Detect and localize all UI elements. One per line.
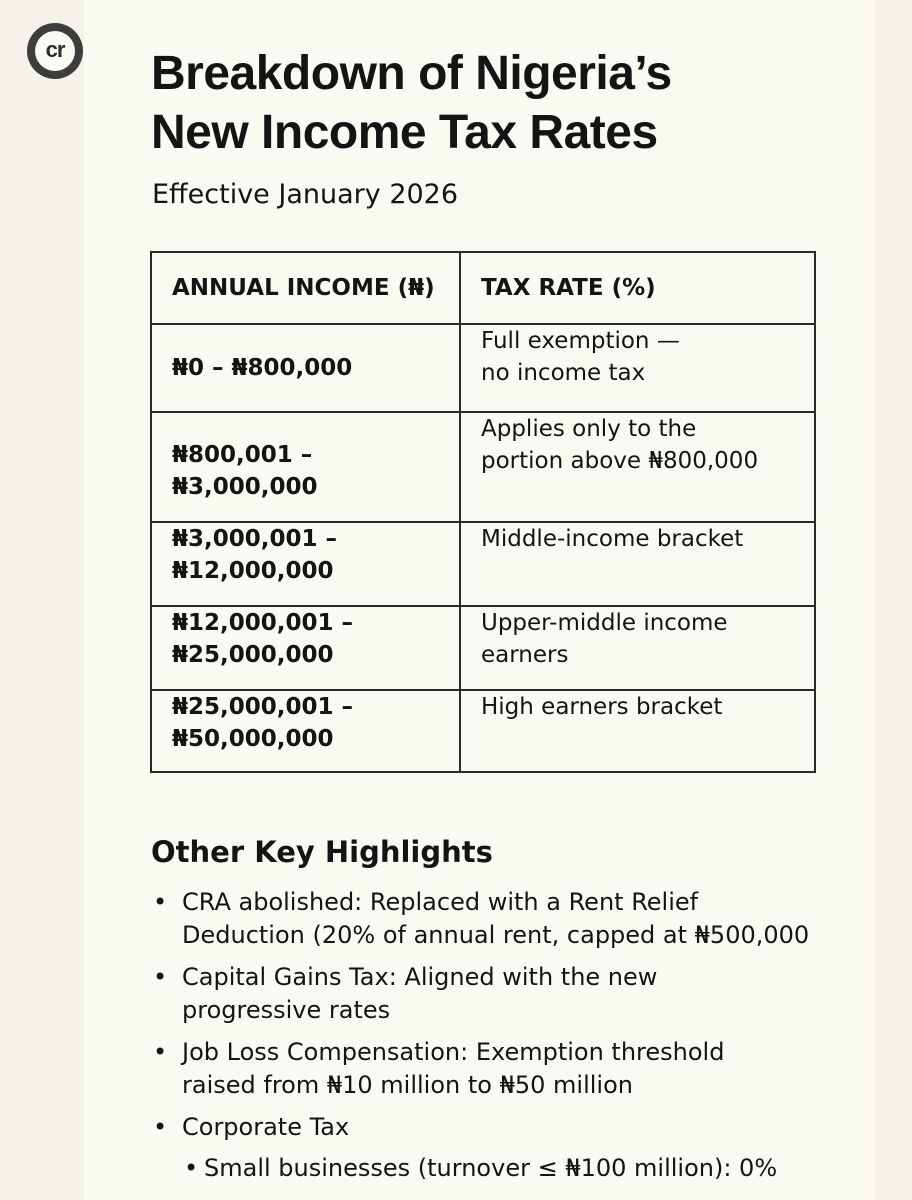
table-row — [151, 412, 815, 522]
list-item-line-1: Corporate Tax — [182, 1113, 350, 1141]
title-line-1: Breakdown of Nigeria’s — [151, 47, 672, 100]
column-header-income: ANNUAL INCOME (₦) — [151, 252, 460, 324]
income-cell — [151, 324, 460, 412]
rate-text-line-1: Upper-middle income — [481, 610, 728, 636]
table-header-row — [151, 252, 815, 324]
sub-list-item-text: Small businesses (turnover ≤ ₦100 million): 0% — [204, 1154, 778, 1182]
income-range-line-1: ₦800,001 – — [172, 442, 313, 468]
logo-icon — [27, 23, 83, 79]
rate-text-line-2: no income tax — [481, 360, 646, 386]
sub-list — [182, 1152, 841, 1185]
rate-cell — [460, 324, 815, 412]
rate-text-line-2: portion above ₦800,000 — [481, 448, 759, 474]
table-row — [151, 324, 815, 412]
highlights-list — [151, 886, 841, 1194]
rate-cell — [460, 690, 815, 772]
income-cell — [151, 522, 460, 606]
logo-text: cr — [35, 31, 75, 71]
bullet-icon: • — [153, 963, 168, 991]
income-range-line-2: ₦50,000,000 — [172, 726, 334, 752]
rate-text-line-2: earners — [481, 642, 569, 668]
list-item-line-1: CRA abolished: Replaced with a Rent Relief — [182, 888, 699, 916]
effective-date: Effective January 2026 — [152, 179, 459, 210]
rate-cell — [460, 522, 815, 606]
rate-cell — [460, 412, 815, 522]
list-item — [151, 961, 841, 1027]
list-item-line-1: Job Loss Compensation: Exemption threshold — [182, 1038, 725, 1066]
rate-text-line-1: Applies only to the — [481, 416, 697, 442]
income-range-line-2: ₦12,000,000 — [172, 558, 334, 584]
list-item-line-2: raised from ₦10 million to ₦50 million — [182, 1071, 633, 1099]
bullet-icon: • — [153, 1113, 168, 1141]
income-range-line-2: ₦3,000,000 — [172, 474, 318, 500]
rate-text-line-1: Full exemption — — [481, 328, 680, 354]
bullet-icon: • — [153, 1038, 168, 1066]
rate-text-line-1: High earners bracket — [481, 694, 723, 720]
income-range-line-2: ₦25,000,000 — [172, 642, 334, 668]
rate-text-line-1: Middle-income bracket — [481, 526, 744, 552]
list-item — [151, 1036, 841, 1102]
list-item — [151, 886, 841, 952]
income-cell — [151, 412, 460, 522]
list-item-line-2: Deduction (20% of annual rent, capped at ₦500,000 — [182, 921, 810, 949]
list-item-line-2: progressive rates — [182, 996, 391, 1024]
income-cell — [151, 690, 460, 772]
tax-rate-table — [150, 251, 816, 773]
income-range-line-1: ₦25,000,001 – — [172, 694, 354, 720]
list-item-line-1: Capital Gains Tax: Aligned with the new — [182, 963, 658, 991]
income-range-line-1: ₦3,000,001 – — [172, 526, 338, 552]
title-line-2: New Income Tax Rates — [151, 106, 658, 159]
list-item — [151, 1111, 841, 1185]
income-cell — [151, 606, 460, 690]
table-row — [151, 606, 815, 690]
income-range-line-1: ₦12,000,001 – — [172, 610, 354, 636]
bullet-icon: • — [153, 888, 168, 916]
sub-list-item — [182, 1152, 841, 1185]
bullet-icon: • — [184, 1154, 199, 1182]
rate-cell — [460, 606, 815, 690]
income-range: ₦0 – ₦800,000 — [172, 355, 353, 381]
page-title — [151, 44, 851, 162]
table-row — [151, 690, 815, 772]
highlights-heading: Other Key Highlights — [151, 835, 493, 869]
column-header-rate: TAX RATE (%) — [460, 252, 815, 324]
table-row — [151, 522, 815, 606]
